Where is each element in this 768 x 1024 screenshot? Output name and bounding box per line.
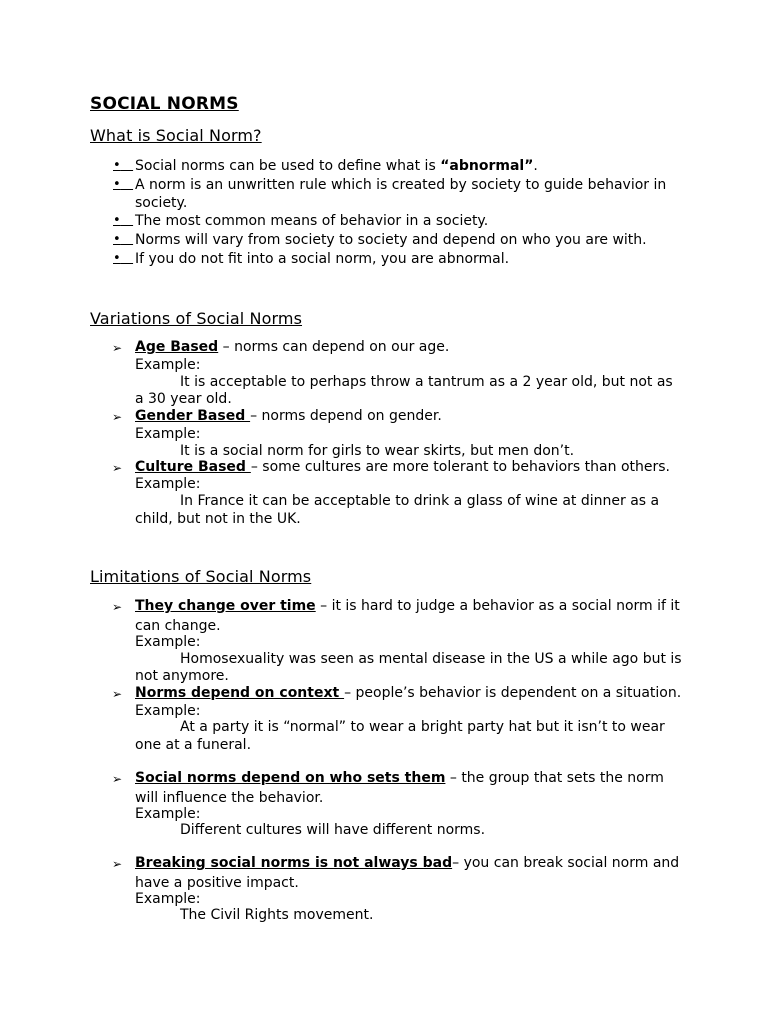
example-text: The Civil Rights movement. [180,907,374,923]
list-item: Culture Based – some cultures are more tolerant to behaviors than others. [135,459,670,475]
bullet-icon: • [113,232,121,247]
page-title: SOCIAL NORMS [90,94,239,114]
list-item: They change over time – it is hard to judge a behavior as a social norm if it [135,598,680,614]
example-text: It is a social norm for girls to wear skirts, but men don’t. [180,443,575,459]
example-text-continuation: one at a funeral. [135,737,252,753]
example-label: Example: [135,426,201,442]
list-item: Norms depend on context – people’s behavior is dependent on a situation. [135,685,682,701]
example-text: Homosexuality was seen as mental disease in the US a while ago but is [180,651,682,667]
example-text-continuation: not anymore. [135,668,229,684]
example-label: Example: [135,476,201,492]
arrow-bullet-icon: ➢ [112,687,123,701]
bullet-icon: • [113,213,121,228]
example-text: It is acceptable to perhaps throw a tantrum as a 2 year old, but not as [180,374,673,390]
example-label: Example: [135,891,201,907]
example-label: Example: [135,806,201,822]
arrow-bullet-icon: ➢ [112,600,123,614]
example-label: Example: [135,357,201,373]
list-item: A norm is an unwritten rule which is created by society to guide behavior in [135,177,667,193]
bullet-icon: • [113,177,121,192]
arrow-bullet-icon: ➢ [112,410,123,424]
list-item: Norms will vary from society to society and depend on who you are with. [135,232,647,248]
example-text-continuation: child, but not in the UK. [135,511,301,527]
section-heading-what-is: What is Social Norm? [90,126,262,145]
list-item: Social norms can be used to define what is “abnormal”. [135,158,538,174]
list-item-continuation: have a positive impact. [135,875,299,891]
example-text: In France it can be acceptable to drink a glass of wine at dinner as a [180,493,660,509]
arrow-bullet-icon: ➢ [112,461,123,475]
arrow-bullet-icon: ➢ [112,857,123,871]
example-text: Different cultures will have different norms. [180,822,486,838]
example-text-continuation: a 30 year old. [135,391,232,407]
list-item-continuation: can change. [135,618,221,634]
arrow-bullet-icon: ➢ [112,772,123,786]
list-item: The most common means of behavior in a society. [135,213,489,229]
list-item: If you do not fit into a social norm, you are abnormal. [135,251,510,267]
bullet-icon: • [113,158,121,173]
list-item-continuation: society. [135,195,188,211]
arrow-bullet-icon: ➢ [112,341,123,355]
section-heading-limitations: Limitations of Social Norms [90,567,312,586]
bullet-icon: • [113,251,121,266]
list-item: Age Based – norms can depend on our age. [135,339,450,355]
example-label: Example: [135,703,201,719]
list-item: Social norms depend on who sets them – the group that sets the norm [135,770,664,786]
list-item-continuation: will influence the behavior. [135,790,324,806]
example-label: Example: [135,634,201,650]
section-heading-variations: Variations of Social Norms [90,309,303,328]
list-item: Gender Based – norms depend on gender. [135,408,442,424]
list-item: Breaking social norms is not always bad– you can break social norm and [135,855,680,871]
example-text: At a party it is “normal” to wear a bright party hat but it isn’t to wear [180,719,665,735]
